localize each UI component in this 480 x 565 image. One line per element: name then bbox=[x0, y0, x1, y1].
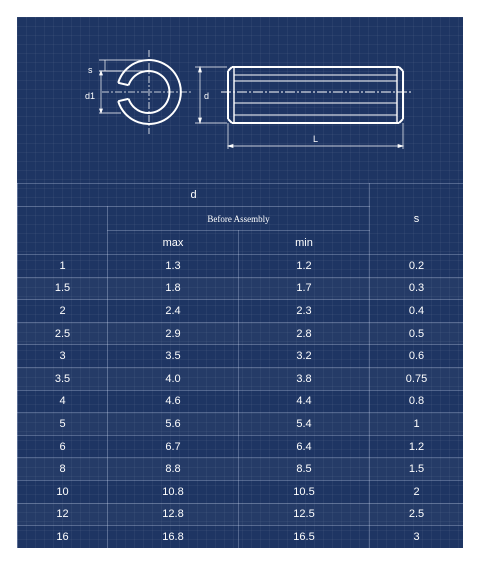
table-row bbox=[18, 255, 464, 278]
cell-nominal: 12 bbox=[18, 503, 108, 526]
cell-s: 0.2 bbox=[370, 255, 464, 278]
cell-min: 5.4 bbox=[239, 413, 370, 436]
cell-nominal: 2.5 bbox=[18, 322, 108, 345]
table-row bbox=[18, 458, 464, 481]
cell-max: 2.4 bbox=[108, 300, 239, 323]
d-dimension bbox=[195, 67, 227, 123]
side-view-hidden-lines bbox=[221, 75, 411, 115]
cell-s: 2 bbox=[370, 480, 464, 503]
cell-s: 0.75 bbox=[370, 367, 464, 390]
cell-max: 1.8 bbox=[108, 277, 239, 300]
cell-min: 16.5 bbox=[239, 526, 370, 548]
table-row bbox=[18, 435, 464, 458]
cell-max: 4.6 bbox=[108, 390, 239, 413]
cell-nominal: 8 bbox=[18, 458, 108, 481]
cell-max: 12.8 bbox=[108, 503, 239, 526]
cell-min: 4.4 bbox=[239, 390, 370, 413]
header-s: s bbox=[370, 184, 464, 255]
cell-max: 10.8 bbox=[108, 480, 239, 503]
cell-max: 2.9 bbox=[108, 322, 239, 345]
cell-min: 1.2 bbox=[239, 255, 370, 278]
cell-s: 0.8 bbox=[370, 390, 464, 413]
table-header-row-1 bbox=[18, 184, 464, 207]
cell-max: 1.3 bbox=[108, 255, 239, 278]
cell-s: 0.4 bbox=[370, 300, 464, 323]
table-row bbox=[18, 277, 464, 300]
table-body bbox=[18, 255, 464, 549]
header-min: min bbox=[239, 231, 370, 255]
cell-min: 2.8 bbox=[239, 322, 370, 345]
spec-sheet bbox=[17, 17, 463, 548]
table-row bbox=[18, 413, 464, 436]
cell-min: 8.5 bbox=[239, 458, 370, 481]
dimension-table bbox=[17, 183, 463, 548]
cell-nominal: 5 bbox=[18, 413, 108, 436]
cell-max: 5.6 bbox=[108, 413, 239, 436]
cell-min: 6.4 bbox=[239, 435, 370, 458]
cell-nominal: 10 bbox=[18, 480, 108, 503]
cell-max: 8.8 bbox=[108, 458, 239, 481]
technical-drawing bbox=[17, 17, 463, 183]
cell-s: 1 bbox=[370, 413, 464, 436]
table-row bbox=[18, 526, 464, 548]
cell-min: 10.5 bbox=[239, 480, 370, 503]
label-d: d bbox=[204, 91, 210, 101]
header-max: max bbox=[108, 231, 239, 255]
cell-s: 0.5 bbox=[370, 322, 464, 345]
cell-nominal: 2 bbox=[18, 300, 108, 323]
ring-slot-edge-bottom bbox=[118, 99, 128, 101]
cell-nominal: 16 bbox=[18, 526, 108, 548]
table-row bbox=[18, 345, 464, 368]
cell-nominal: 3 bbox=[18, 345, 108, 368]
label-d1: d1 bbox=[85, 91, 96, 101]
table-row bbox=[18, 300, 464, 323]
table-row bbox=[18, 367, 464, 390]
cell-min: 2.3 bbox=[239, 300, 370, 323]
cell-nominal: 1.5 bbox=[18, 277, 108, 300]
cell-max: 16.8 bbox=[108, 526, 239, 548]
cell-s: 0.6 bbox=[370, 345, 464, 368]
cell-nominal: 4 bbox=[18, 390, 108, 413]
cell-min: 3.8 bbox=[239, 367, 370, 390]
cell-max: 6.7 bbox=[108, 435, 239, 458]
table-row bbox=[18, 390, 464, 413]
cell-min: 3.2 bbox=[239, 345, 370, 368]
cell-s: 1.5 bbox=[370, 458, 464, 481]
header-before-assembly: Before Assembly bbox=[108, 207, 370, 231]
header-nominal-blank bbox=[18, 207, 108, 255]
cell-nominal: 1 bbox=[18, 255, 108, 278]
cell-s: 1.2 bbox=[370, 435, 464, 458]
cell-s: 0.3 bbox=[370, 277, 464, 300]
ring-slot-edge-top bbox=[118, 83, 128, 85]
label-s: s bbox=[88, 65, 93, 75]
cell-nominal: 6 bbox=[18, 435, 108, 458]
end-view-centerlines bbox=[102, 50, 193, 134]
spring-pin-drawing-svg bbox=[17, 17, 463, 183]
cell-min: 1.7 bbox=[239, 277, 370, 300]
table-row bbox=[18, 322, 464, 345]
cell-max: 3.5 bbox=[108, 345, 239, 368]
cell-nominal: 3.5 bbox=[18, 367, 108, 390]
table-row bbox=[18, 480, 464, 503]
cell-s: 2.5 bbox=[370, 503, 464, 526]
cell-min: 12.5 bbox=[239, 503, 370, 526]
label-L: L bbox=[313, 134, 319, 144]
cell-s: 3 bbox=[370, 526, 464, 548]
header-d: d bbox=[18, 184, 370, 207]
table-row bbox=[18, 503, 464, 526]
cell-max: 4.0 bbox=[108, 367, 239, 390]
